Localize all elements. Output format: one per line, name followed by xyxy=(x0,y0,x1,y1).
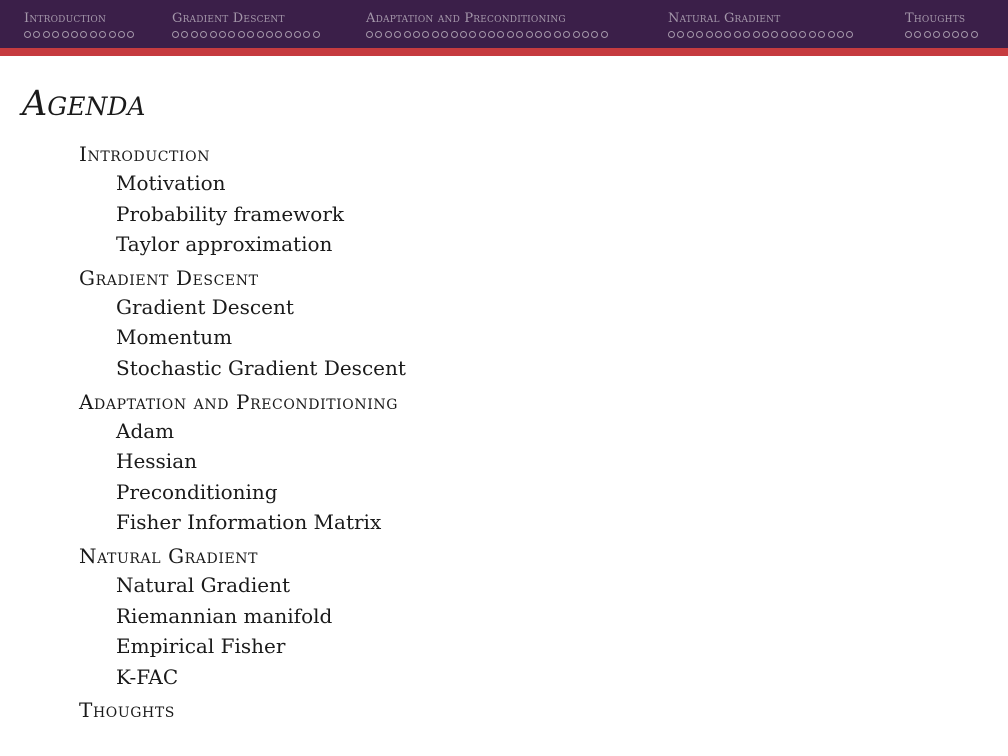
nav-dot[interactable] xyxy=(743,31,750,38)
agenda-item[interactable]: Hessian xyxy=(116,449,198,474)
nav-dot[interactable] xyxy=(366,31,373,38)
nav-dot[interactable] xyxy=(238,31,245,38)
agenda-item[interactable]: Taylor approximation xyxy=(116,232,333,257)
nav-dots[interactable] xyxy=(668,31,853,40)
nav-dot[interactable] xyxy=(790,31,797,38)
nav-dot[interactable] xyxy=(257,31,264,38)
nav-dot[interactable] xyxy=(924,31,931,38)
nav-dot[interactable] xyxy=(526,31,533,38)
agenda-item[interactable]: Momentum xyxy=(116,325,233,350)
nav-section-introduction[interactable] xyxy=(24,12,134,40)
nav-dot[interactable] xyxy=(90,31,97,38)
nav-dot[interactable] xyxy=(80,31,87,38)
nav-dot[interactable] xyxy=(488,31,495,38)
nav-dot[interactable] xyxy=(544,31,551,38)
nav-dot[interactable] xyxy=(809,31,816,38)
nav-dot[interactable] xyxy=(554,31,561,38)
nav-dots[interactable] xyxy=(172,31,320,40)
nav-dot[interactable] xyxy=(952,31,959,38)
agenda-list xyxy=(79,140,406,724)
nav-dot[interactable] xyxy=(52,31,59,38)
nav-section-adaptation-and-preconditioning[interactable] xyxy=(366,12,608,40)
agenda-section-thoughts[interactable]: Thoughts xyxy=(79,698,175,723)
nav-dot[interactable] xyxy=(210,31,217,38)
nav-dot[interactable] xyxy=(191,31,198,38)
nav-dot[interactable] xyxy=(706,31,713,38)
nav-dot[interactable] xyxy=(181,31,188,38)
nav-dot[interactable] xyxy=(413,31,420,38)
agenda-item[interactable]: Adam xyxy=(116,418,175,443)
nav-dot[interactable] xyxy=(285,31,292,38)
nav-dot[interactable] xyxy=(828,31,835,38)
nav-dot[interactable] xyxy=(715,31,722,38)
nav-section-gradient-descent[interactable] xyxy=(172,12,320,40)
nav-label: Adaptation and Preconditioning xyxy=(366,11,566,26)
nav-dot[interactable] xyxy=(724,31,731,38)
nav-dot[interactable] xyxy=(127,31,134,38)
nav-dot[interactable] xyxy=(422,31,429,38)
nav-dot[interactable] xyxy=(582,31,589,38)
nav-dot[interactable] xyxy=(762,31,769,38)
nav-dot[interactable] xyxy=(266,31,273,38)
header-accent-stripe xyxy=(0,48,1008,56)
nav-dot[interactable] xyxy=(753,31,760,38)
nav-dot[interactable] xyxy=(404,31,411,38)
nav-dot[interactable] xyxy=(33,31,40,38)
nav-section-thoughts[interactable] xyxy=(905,12,978,40)
nav-dot[interactable] xyxy=(441,31,448,38)
nav-dot[interactable] xyxy=(914,31,921,38)
agenda-item[interactable]: K-FAC xyxy=(116,664,179,689)
nav-label: Gradient Descent xyxy=(172,11,285,26)
nav-dot[interactable] xyxy=(781,31,788,38)
agenda-item[interactable]: Preconditioning xyxy=(116,479,278,504)
nav-dot[interactable] xyxy=(313,31,320,38)
nav-dot[interactable] xyxy=(109,31,116,38)
nav-dot[interactable] xyxy=(247,31,254,38)
nav-dot[interactable] xyxy=(905,31,912,38)
nav-dot[interactable] xyxy=(943,31,950,38)
nav-dot[interactable] xyxy=(118,31,125,38)
nav-dot[interactable] xyxy=(99,31,106,38)
nav-dot[interactable] xyxy=(507,31,514,38)
nav-dot[interactable] xyxy=(846,31,853,38)
agenda-item[interactable]: Riemannian manifold xyxy=(116,603,333,628)
nav-dot[interactable] xyxy=(469,31,476,38)
nav-dot[interactable] xyxy=(696,31,703,38)
agenda-section-natural-gradient[interactable]: Natural Gradient xyxy=(79,543,259,568)
agenda-item[interactable]: Empirical Fisher xyxy=(116,634,286,659)
nav-dot[interactable] xyxy=(43,31,50,38)
nav-dot[interactable] xyxy=(460,31,467,38)
nav-dot[interactable] xyxy=(601,31,608,38)
nav-dot[interactable] xyxy=(535,31,542,38)
nav-dot[interactable] xyxy=(275,31,282,38)
nav-dot[interactable] xyxy=(172,31,179,38)
agenda-item[interactable]: Probability framework xyxy=(116,201,344,226)
nav-dot[interactable] xyxy=(818,31,825,38)
nav-dot[interactable] xyxy=(961,31,968,38)
agenda-section-introduction[interactable]: Introduction xyxy=(79,142,211,166)
nav-dot[interactable] xyxy=(591,31,598,38)
nav-dot[interactable] xyxy=(432,31,439,38)
agenda-item[interactable]: Fisher Information Matrix xyxy=(116,510,382,535)
nav-dot[interactable] xyxy=(573,31,580,38)
agenda-section-adaptation-and-preconditioning[interactable]: Adaptation and Preconditioning xyxy=(79,389,398,414)
nav-dot[interactable] xyxy=(677,31,684,38)
agenda-item[interactable]: Stochastic Gradient Descent xyxy=(116,355,406,380)
nav-dot[interactable] xyxy=(303,31,310,38)
agenda-item[interactable]: Natural Gradient xyxy=(116,572,290,597)
nav-dot[interactable] xyxy=(200,31,207,38)
nav-dot[interactable] xyxy=(734,31,741,38)
nav-dot[interactable] xyxy=(62,31,69,38)
nav-dot[interactable] xyxy=(228,31,235,38)
nav-dot[interactable] xyxy=(497,31,504,38)
nav-dot[interactable] xyxy=(799,31,806,38)
nav-dot[interactable] xyxy=(24,31,31,38)
nav-label: Introduction xyxy=(24,11,107,26)
nav-dot[interactable] xyxy=(837,31,844,38)
nav-dot[interactable] xyxy=(375,31,382,38)
nav-dot[interactable] xyxy=(687,31,694,38)
nav-label: Thoughts xyxy=(905,11,966,26)
nav-dot[interactable] xyxy=(563,31,570,38)
nav-label: Natural Gradient xyxy=(668,11,781,26)
nav-dots[interactable] xyxy=(366,31,608,40)
nav-dot[interactable] xyxy=(971,31,978,38)
nav-dot[interactable] xyxy=(451,31,458,38)
nav-dot[interactable] xyxy=(219,31,226,38)
agenda-item[interactable]: Motivation xyxy=(116,171,226,195)
nav-dot[interactable] xyxy=(516,31,523,38)
agenda-item[interactable]: Gradient Descent xyxy=(116,294,294,319)
page-title: Agenda xyxy=(22,84,146,124)
nav-dots[interactable] xyxy=(24,31,134,40)
nav-dots[interactable] xyxy=(905,31,978,40)
agenda-section-gradient-descent[interactable]: Gradient Descent xyxy=(79,265,259,290)
nav-dot[interactable] xyxy=(385,31,392,38)
nav-dot[interactable] xyxy=(71,31,78,38)
nav-dot[interactable] xyxy=(479,31,486,38)
nav-dot[interactable] xyxy=(294,31,301,38)
nav-dot[interactable] xyxy=(668,31,675,38)
nav-dot[interactable] xyxy=(771,31,778,38)
nav-dot[interactable] xyxy=(933,31,940,38)
nav-section-natural-gradient[interactable] xyxy=(668,12,853,40)
nav-dot[interactable] xyxy=(394,31,401,38)
